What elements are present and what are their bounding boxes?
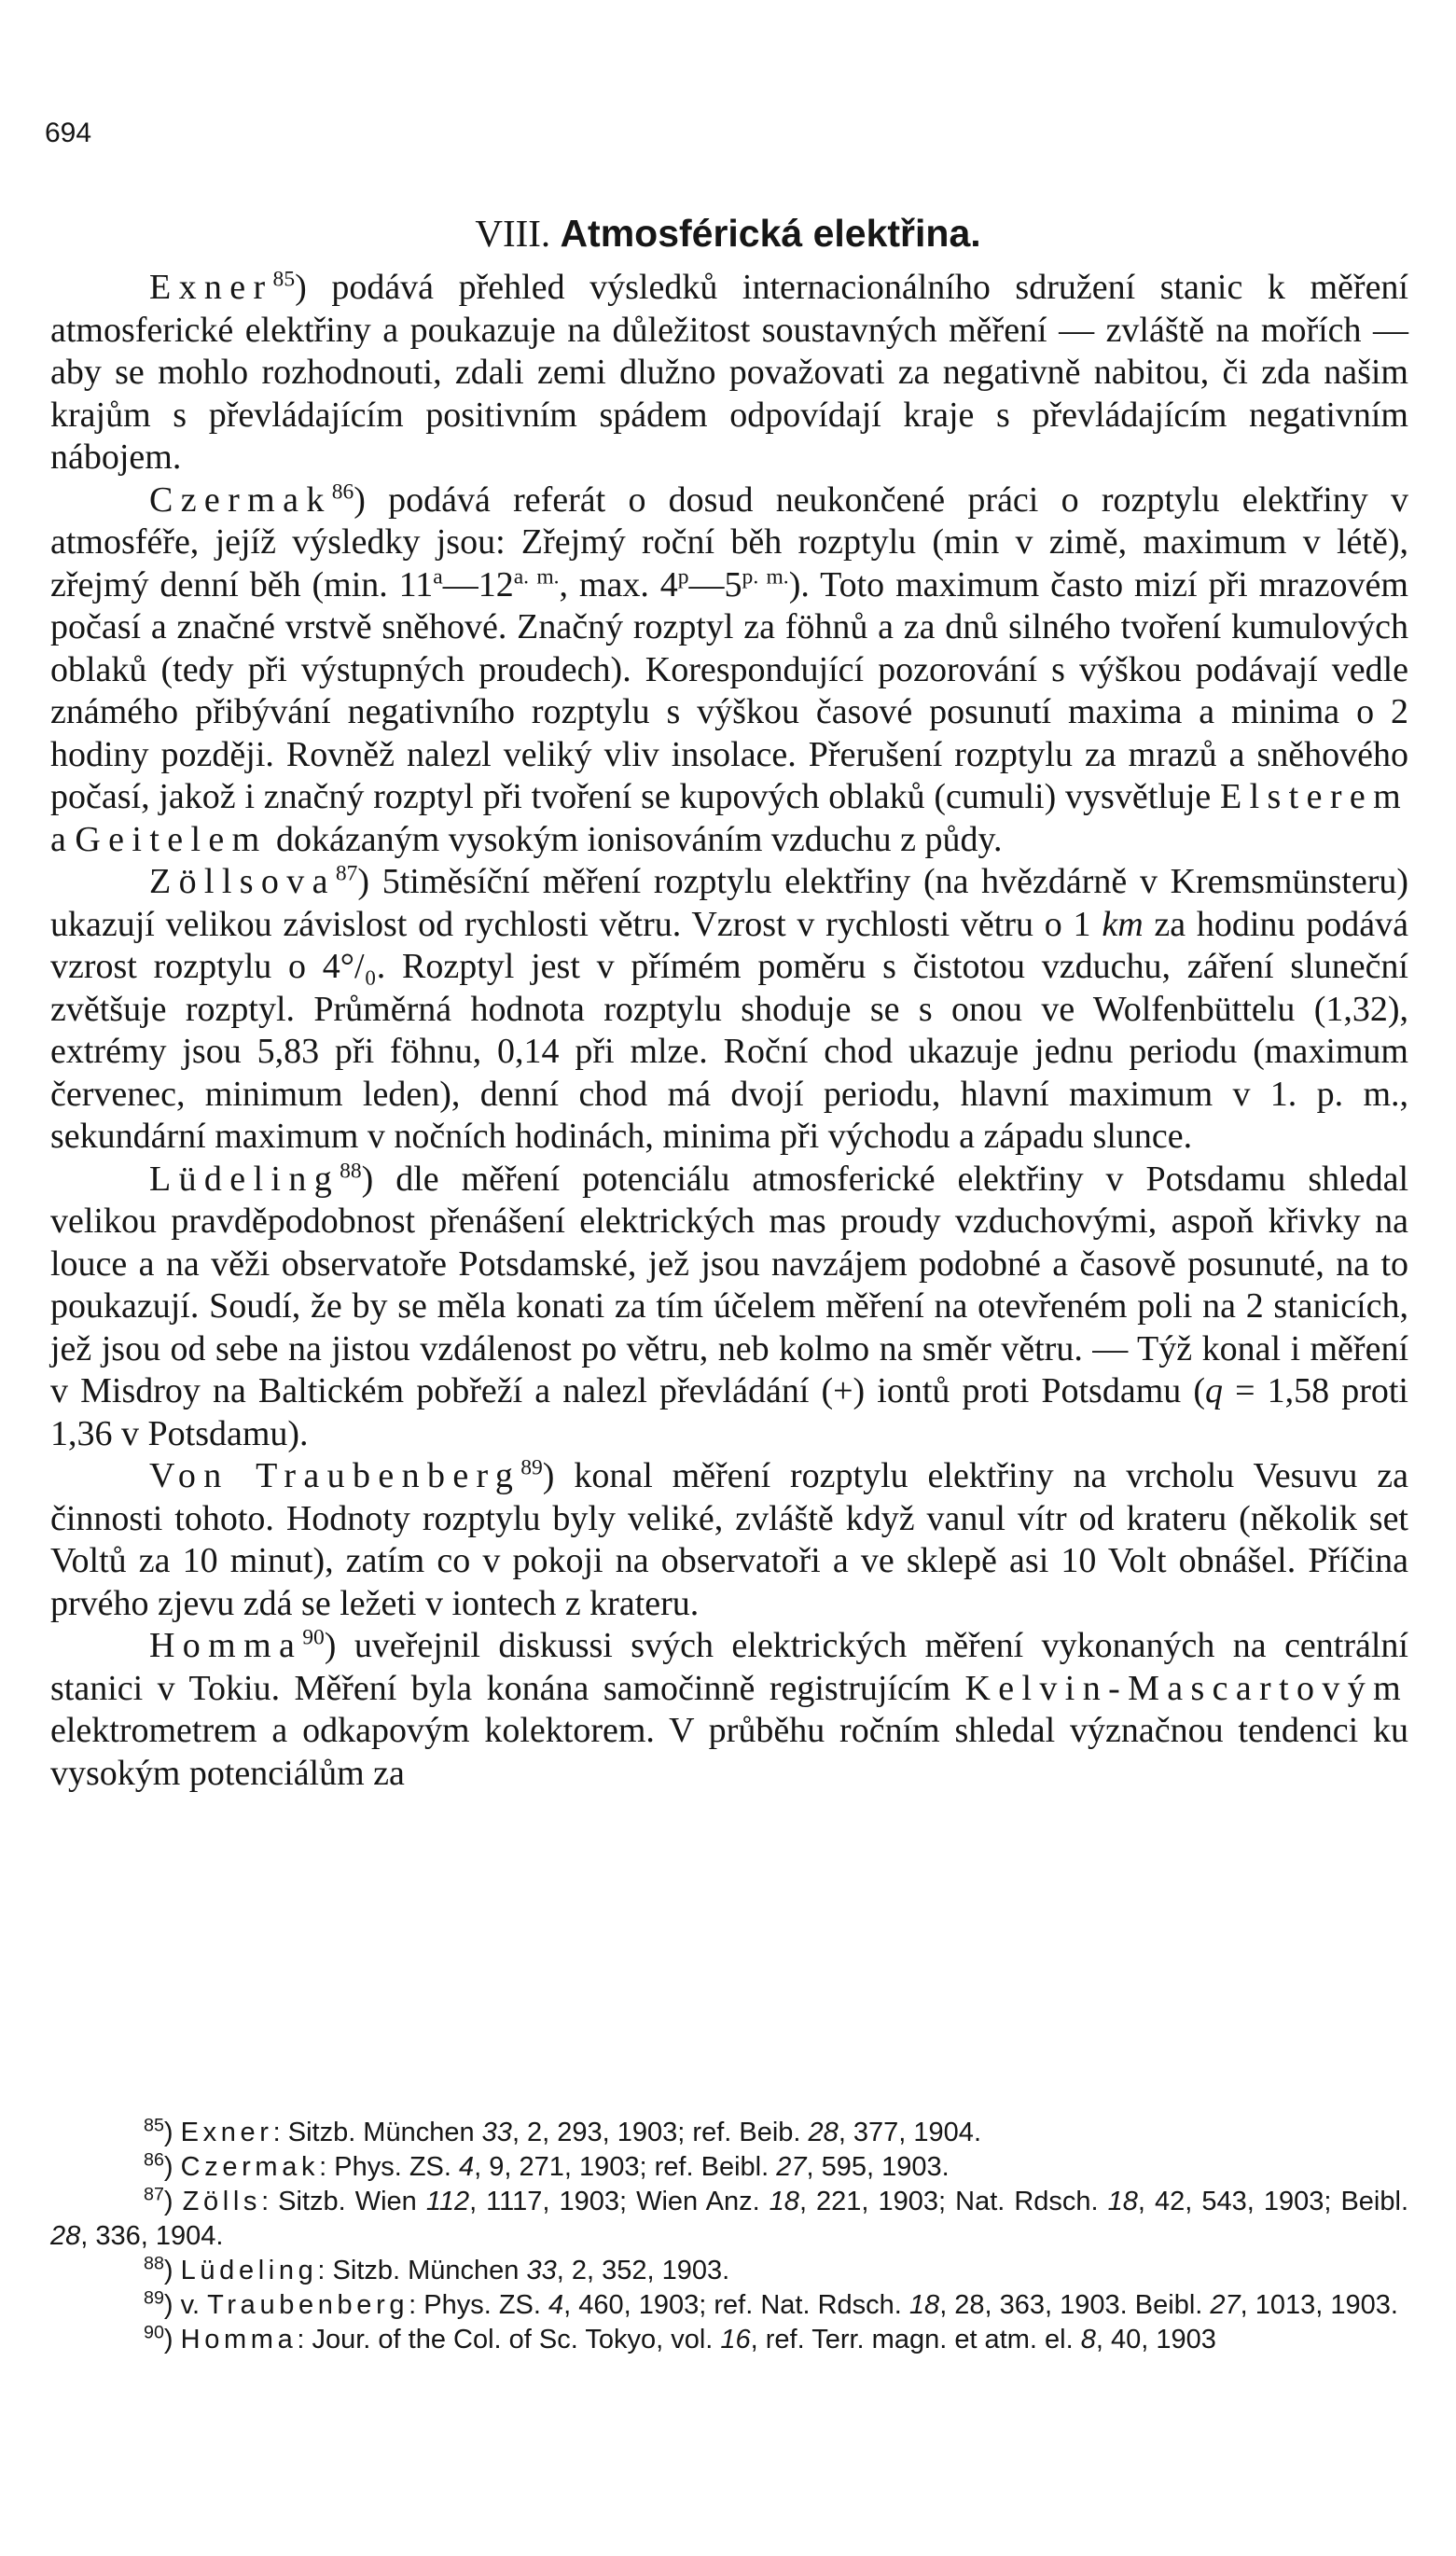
paragraph-text: za hodinu podává vzrost rozptylu o 4°/₀. Rozptyl jest v přímém poměru s čistotou vzduchu, záření sluneční zvětšuje rozptyl. Průměrná hodnota rozptylu shoduje se s onou ve Wolfenbüttelu (1,32), extrémy jsou 5,83 při föhnu, 0,14 při mlze. Roční chod ukazuje jednu periodu (maximum červenec, minimum leden), denní chod má dvojí periodu, hlavní maximum v 1. p. m., sekundární maximum v nočních hodinách, minima při východu a západu slunce. <box>50 904 1408 1156</box>
paragraph-text: ) podává přehled výsledků internacionálního sdružení stanic k měření atmosferické elektřiny a poukazuje na důležitost soustavných měření — zvláště na mořích — aby se mohlo rozhodnouti, zdali zemi dlužno považovati za negativně nabitou, či zda našim krajům s převládajícím positivním spádem odpovídají kraje s převládajícím negativním nábojem. <box>50 268 1408 477</box>
footnote-text: : Sitzb. München <box>317 2256 527 2285</box>
paragraph-text: a <box>50 819 76 859</box>
paragraph-text: ) dle měření potenciálu atmosferické elektřiny v Potsdamu shledal velikou pravděpodobnost přenášení elektrických mas proudy vzduchovými, aspoň křivky na louce a na věži observatoře Potsdamské, jež jsou navzájem podobné a časově posunuté, na to poukazují. Soudí, že by se měla konati za tím účelem měření na otevřeném poli na 2 stanicích, jež jsou od sebe na jistou vzdálenost po větru, neb kolmo na směr větru. — Týž konal i měření v Misdroy na Baltickém pobřeží a nalezl převládání (+) iontů proti Potsdamu ( <box>50 1159 1408 1410</box>
footnote-text: : Phys. ZS. <box>319 2152 460 2182</box>
footnote-author: Traubenberg <box>207 2290 409 2320</box>
volume: 8 <box>1080 2325 1096 2355</box>
time-sup: p. m. <box>742 563 789 589</box>
author-name: Von Traubenberg <box>149 1456 521 1495</box>
volume: 28 <box>808 2118 839 2147</box>
footnote-text: , 2, 352, 1903. <box>556 2256 730 2285</box>
volume: 4 <box>459 2152 475 2182</box>
heading-roman: VIII. <box>475 212 551 255</box>
footnote-text: , 221, 1903; Nat. Rdsch. <box>798 2187 1108 2216</box>
footnote-87: $^{87}$) Zölls: Sitzb. Wien 112, 1117, 1903; Wien Anz. 18, 221, 1903; Nat. Rdsch. 18, 42, 543, 1903; Beibl. 28, 336, 1904. <box>50 2184 1409 2251</box>
volume: 27 <box>776 2152 807 2182</box>
paragraph-text: ) konal měření rozptylu elektřiny na vrcholu Vesuvu za činnosti tohoto. Hodnoty rozptylu byly veliké, zvláště když vanul vítr od krateru (několik set Voltů za 10 minut), zatím co v pokoji na observatoři a ve sklepě asi 10 Volt obnášel. Příčina prvého zjevu zdá se ležeti v iontech z krateru. <box>50 1456 1409 1623</box>
footnote-text: , 2, 293, 1903; ref. Beib. <box>511 2118 809 2147</box>
paragraph-text: —12 <box>442 564 514 604</box>
volume: 33 <box>481 2118 512 2147</box>
footnote-text: : Sitzb. München <box>272 2118 482 2147</box>
author-name: Geitelem <box>75 819 268 859</box>
footnote-text: , 42, 543, 1903; Beibl. <box>1137 2187 1409 2216</box>
volume: 16 <box>720 2325 751 2355</box>
paragraph-text: dokázaným vysokým ionisováním vzduchu z půdy. <box>267 819 1003 859</box>
author-name: Elsterem <box>1220 777 1408 816</box>
paragraph-traubenberg <box>50 1455 1408 1625</box>
author-name: Homma <box>149 1626 303 1665</box>
paragraph-homma <box>50 1625 1408 1795</box>
footnote-text: , 28, 363, 1903. Beibl. <box>939 2290 1211 2320</box>
paragraph-czermak <box>50 479 1408 862</box>
volume: 33 <box>526 2256 557 2285</box>
footnote-ref: 89 <box>520 1455 543 1480</box>
paragraph-ludeling <box>50 1159 1408 1456</box>
paragraph-text: ). Toto maximum často mizí při mrazovém počasí a značné vrstvě sněhové. Značný rozptyl za föhnů a za dnů silného tvoření kumulových oblaků (tedy při výstupných proudech). Korespondující pozorování s výškou podávají vedle známého přibývání negativního rozptylu s výškou časové posunutí maxima a minima o 2 hodiny později. Rovněž nalezl veliký vliv insolace. Přerušení rozptylu za mrazů a sněhového počasí, jakož i značný rozptyl při tvoření se kupových oblaků (cumuli) vysvětluje <box>50 564 1408 816</box>
footnote-88: $^{88}$) Lüdeling: Sitzb. München 33, 2, 352, 1903. <box>144 2253 730 2285</box>
time-sup: a <box>433 563 443 589</box>
footnote-author: Zölls <box>182 2187 262 2216</box>
footnote-86: $^{86}$) Czermak: Phys. ZS. 4, 9, 271, 1903; ref. Beibl. 27, 595, 1903. <box>144 2149 950 2182</box>
footnote-text: , ref. Terr. magn. et atm. el. <box>750 2325 1081 2355</box>
footnote-ref: 85 <box>272 267 296 292</box>
footnote-ref: 87 <box>335 861 358 886</box>
footnote-ref: 86 <box>331 479 354 504</box>
paragraph-text: = 1,58 proti 1,36 v Potsdamu). <box>50 1371 1408 1453</box>
footnote-85: $^{85}$) Exner: Sitzb. München 33, 2, 293, 1903; ref. Beib. 28, 377, 1904. <box>144 2115 981 2147</box>
footnote-text: , 336, 1904. <box>80 2221 224 2251</box>
heading-title: Atmosférická elektřina. <box>560 212 981 255</box>
time-sup: p <box>677 563 689 589</box>
footnote-text: , 40, 1903 <box>1095 2325 1216 2355</box>
footnote-author: Homma <box>180 2325 298 2355</box>
footnote-89: $^{89}$) v. Traubenberg: Phys. ZS. 4, 460, 1903; ref. Nat. Rdsch. 18, 28, 363, 1903. Beibl. 27, 1013, 1903. <box>144 2287 1398 2320</box>
paragraph-text: ) 5timěsíční měření rozptylu elektřiny (na hvězdárně v Kremsmünsteru) ukazují velikou závislost od rychlosti větru. Vzrost v rychlosti větru o 1 <box>50 862 1408 944</box>
footnote-text: , 460, 1903; ref. Nat. Rdsch. <box>563 2290 909 2320</box>
volume: 18 <box>1107 2187 1138 2216</box>
footnotes <box>50 2116 1408 2357</box>
paragraph-zolls <box>50 861 1408 1159</box>
footnote-text: v. <box>180 2290 208 2320</box>
footnote-text: , 377, 1904. <box>838 2118 981 2147</box>
paragraph-text: ) podává referát o dosud neukončené práci o rozptylu elektřiny v atmosféře, jejíž výsledky jsou: Zřejmý roční běh rozptylu (min v zimě, maximum v létě), zřejmý denní běh (min. 11 <box>50 479 1408 604</box>
footnote-number: 88 <box>144 2253 164 2274</box>
footnote-text: , 1013, 1903. <box>1240 2290 1398 2320</box>
volume: 18 <box>769 2187 799 2216</box>
volume: 112 <box>425 2187 470 2216</box>
footnote-text: : Jour. of the Col. of Sc. Tokyo, vol. <box>297 2325 721 2355</box>
footnote-author: Exner <box>180 2118 273 2147</box>
unit-km: km <box>1102 904 1144 944</box>
author-name: Czermak <box>149 479 332 520</box>
footnote-text: , 1117, 1903; Wien Anz. <box>469 2187 770 2216</box>
body-text <box>50 267 1408 1795</box>
paragraph-text: elektrometrem a odkapovým kolektorem. V průběhu ročním shledal význačnou tendenci ku vysokým potenciálům za <box>50 1711 1408 1793</box>
footnote-90: $^{90}$) Homma: Jour. of the Col. of Sc. Tokyo, vol. 16, ref. Terr. magn. et atm. el. 8, 40, 1903 <box>144 2322 1216 2355</box>
footnote-ref: 88 <box>340 1158 362 1183</box>
footnote-text: : Sitzb. Wien <box>261 2187 426 2216</box>
symbol-q: q <box>1205 1371 1224 1410</box>
footnote-number: 89 <box>144 2287 164 2309</box>
footnote-number: 87 <box>144 2184 164 2205</box>
volume: 18 <box>908 2290 940 2320</box>
footnote-author: Czermak <box>180 2152 320 2182</box>
footnote-ref: 90 <box>302 1625 325 1650</box>
author-name: Exner <box>149 268 273 307</box>
footnote-number: 86 <box>144 2149 164 2171</box>
paragraph-text: , max. 4 <box>559 564 678 604</box>
footnote-number: 85 <box>144 2115 164 2136</box>
footnote-text: : Phys. ZS. <box>409 2290 549 2320</box>
footnote-text: , 9, 271, 1903; ref. Beibl. <box>474 2152 777 2182</box>
footnote-author: Lüdeling <box>180 2256 318 2285</box>
volume: 4 <box>548 2290 564 2320</box>
paragraph-text: —5 <box>688 564 742 604</box>
section-heading <box>0 207 1456 259</box>
author-name: Kelvin-Mascartovým <box>964 1668 1408 1708</box>
time-sup: a. m. <box>513 563 560 589</box>
footnote-number: 90 <box>144 2322 164 2343</box>
author-name: Lüdeling <box>149 1159 340 1199</box>
page-number: 694 <box>45 118 92 148</box>
paragraph-exner <box>50 267 1408 479</box>
footnote-text: , 595, 1903. <box>806 2152 950 2182</box>
volume: 28 <box>50 2221 81 2251</box>
paragraph-text: ) uveřejnil diskussi svých elektrických měření vykonaných na centrální stanici v Tokiu. Měření byla konána samočinně registrujícím <box>50 1626 1408 1708</box>
volume: 27 <box>1210 2290 1241 2320</box>
author-name: Zöllsova <box>149 862 336 901</box>
